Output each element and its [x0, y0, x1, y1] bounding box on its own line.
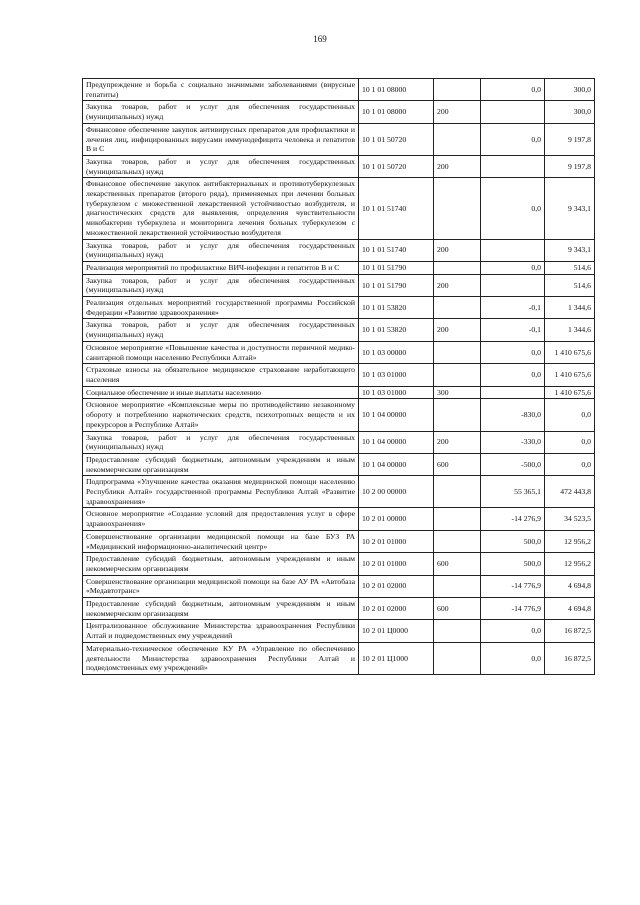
row-code-cell: 10 1 03 00000	[359, 341, 434, 363]
row-code-cell: 10 1 01 08000	[359, 101, 434, 123]
row-expense-type-cell	[434, 123, 481, 155]
row-change-cell: 0,0	[481, 261, 545, 274]
row-code-cell: 10 2 01 00000	[359, 508, 434, 530]
row-change-cell: -830,0	[481, 399, 545, 431]
table-row	[83, 598, 595, 620]
row-expense-type-cell	[434, 620, 481, 642]
row-code-cell: 10 1 01 51790	[359, 261, 434, 274]
row-name-cell: Основное мероприятие «Комплексные меры по противодействию незаконному обороту и потреблению наркотических средств, психотропных веществ и их прекурсоров в Республике Алтай»	[83, 399, 359, 431]
row-change-cell: -14 276,9	[481, 508, 545, 530]
row-total-cell: 16 872,5	[545, 620, 595, 642]
row-change-cell: 0,0	[481, 364, 545, 386]
row-total-cell: 0,0	[545, 431, 595, 453]
row-total-cell: 300,0	[545, 101, 595, 123]
table-row	[83, 386, 595, 399]
row-code-cell: 10 2 01 Ц0000	[359, 620, 434, 642]
table-row	[83, 553, 595, 575]
row-change-cell: 0,0	[481, 79, 545, 101]
row-expense-type-cell: 600	[434, 453, 481, 475]
row-expense-type-cell	[434, 399, 481, 431]
table-row	[83, 341, 595, 363]
row-expense-type-cell: 600	[434, 553, 481, 575]
row-name-cell: Реализация мероприятий по профилактике ВИЧ-инфекции и гепатитов В и С	[83, 261, 359, 274]
row-expense-type-cell: 200	[434, 101, 481, 123]
row-expense-type-cell	[434, 530, 481, 552]
row-change-cell: 0,0	[481, 123, 545, 155]
row-code-cell: 10 1 01 50720	[359, 155, 434, 177]
budget-table-body	[83, 79, 595, 675]
row-total-cell: 9 343,1	[545, 239, 595, 261]
row-code-cell: 10 1 03 01000	[359, 364, 434, 386]
row-total-cell: 4 694,8	[545, 575, 595, 597]
row-name-cell: Финансовое обеспечение закупок антивирусных препаратов для профилактики и лечения лиц, инфицированных вирусами иммунодефицита человека и гепатитов В и С	[83, 123, 359, 155]
table-row	[83, 453, 595, 475]
row-expense-type-cell: 200	[434, 431, 481, 453]
table-row	[83, 399, 595, 431]
row-name-cell: Материально-техническое обеспечение КУ РА «Управление по обеспечению деятельности Министерства здравоохранения Республики Алтай и подведомственных ему учреждений»	[83, 642, 359, 674]
row-name-cell: Закупка товаров, работ и услуг для обеспечения государственных (муниципальных) нужд	[83, 274, 359, 296]
row-total-cell: 12 956,2	[545, 553, 595, 575]
row-name-cell: Закупка товаров, работ и услуг для обеспечения государственных (муниципальных) нужд	[83, 239, 359, 261]
row-total-cell: 34 523,5	[545, 508, 595, 530]
row-code-cell: 10 2 01 01000	[359, 553, 434, 575]
row-code-cell: 10 1 03 01000	[359, 386, 434, 399]
row-change-cell: -0,1	[481, 319, 545, 341]
table-row	[83, 155, 595, 177]
row-name-cell: Реализация отдельных мероприятий государственной программы Российской Федерации «Развитие здравоохранения»	[83, 297, 359, 319]
row-expense-type-cell	[434, 364, 481, 386]
row-total-cell: 1 344,6	[545, 297, 595, 319]
row-name-cell: Централизованное обслуживание Министерства здравоохранения Республики Алтай и подведомственных ему учреждений	[83, 620, 359, 642]
row-expense-type-cell	[434, 508, 481, 530]
row-change-cell	[481, 155, 545, 177]
row-change-cell: -330,0	[481, 431, 545, 453]
row-code-cell: 10 2 01 02000	[359, 575, 434, 597]
row-change-cell: 55 365,1	[481, 476, 545, 508]
row-change-cell: 0,0	[481, 178, 545, 239]
row-total-cell: 472 443,8	[545, 476, 595, 508]
row-name-cell: Предоставление субсидий бюджетным, автономным учреждениям и иным некоммерческим организациям	[83, 453, 359, 475]
table-row	[83, 101, 595, 123]
row-name-cell: Подпрограмма «Улучшение качества оказания медицинской помощи населению Республики Алтай» государственной программы Республики Алтай «Развитие здравоохранения»	[83, 476, 359, 508]
row-total-cell: 9 197,8	[545, 155, 595, 177]
row-total-cell: 1 410 675,6	[545, 341, 595, 363]
table-row	[83, 178, 595, 239]
row-code-cell: 10 2 01 02000	[359, 598, 434, 620]
row-code-cell: 10 2 01 Ц1000	[359, 642, 434, 674]
row-total-cell: 12 956,2	[545, 530, 595, 552]
row-name-cell: Закупка товаров, работ и услуг для обеспечения государственных (муниципальных) нужд	[83, 431, 359, 453]
row-code-cell: 10 1 01 51740	[359, 239, 434, 261]
row-name-cell: Предупреждение и борьба с социально значимыми заболеваниями (вирусные гепатиты)	[83, 79, 359, 101]
row-change-cell: 0,0	[481, 341, 545, 363]
table-row	[83, 620, 595, 642]
row-change-cell: -500,0	[481, 453, 545, 475]
row-expense-type-cell	[434, 297, 481, 319]
table-row	[83, 319, 595, 341]
row-change-cell: -0,1	[481, 297, 545, 319]
row-change-cell	[481, 101, 545, 123]
row-total-cell: 0,0	[545, 399, 595, 431]
row-code-cell: 10 1 01 51790	[359, 274, 434, 296]
row-total-cell: 514,6	[545, 261, 595, 274]
row-total-cell: 1 410 675,6	[545, 364, 595, 386]
row-change-cell	[481, 386, 545, 399]
table-row	[83, 261, 595, 274]
row-expense-type-cell: 200	[434, 239, 481, 261]
row-change-cell	[481, 274, 545, 296]
row-code-cell: 10 1 01 51740	[359, 178, 434, 239]
row-code-cell: 10 1 01 53820	[359, 297, 434, 319]
row-name-cell: Закупка товаров, работ и услуг для обеспечения государственных (муниципальных) нужд	[83, 155, 359, 177]
row-code-cell: 10 1 01 50720	[359, 123, 434, 155]
row-name-cell: Закупка товаров, работ и услуг для обеспечения государственных (муниципальных) нужд	[83, 101, 359, 123]
table-row	[83, 642, 595, 674]
table-row	[83, 274, 595, 296]
row-expense-type-cell	[434, 341, 481, 363]
table-row	[83, 530, 595, 552]
table-row	[83, 476, 595, 508]
row-name-cell: Финансовое обеспечение закупок антибактериальных и противотуберкулезных лекарственных препаратов (второго ряда), применяемых при лечении больных туберкулезом с множественной лекарственной устойчивостью возбудителя, и диагностических средств для выявления, определения чувствительности микобактерии туберкулеза и мониторинга лечения больных туберкулезом с множественной лекарственной устойчивостью возбудителя	[83, 178, 359, 239]
table-row	[83, 364, 595, 386]
row-code-cell: 10 1 04 00000	[359, 453, 434, 475]
table-row	[83, 431, 595, 453]
row-code-cell: 10 1 01 08000	[359, 79, 434, 101]
row-code-cell: 10 1 01 53820	[359, 319, 434, 341]
table-row	[83, 575, 595, 597]
row-change-cell: -14 776,9	[481, 598, 545, 620]
row-total-cell: 1 344,6	[545, 319, 595, 341]
row-change-cell: -14 776,9	[481, 575, 545, 597]
row-name-cell: Совершенствование организации медицинской помощи на базе АУ РА «Автобаза «Медавтотранс»	[83, 575, 359, 597]
row-total-cell: 4 694,8	[545, 598, 595, 620]
page-number: 169	[313, 34, 327, 44]
row-code-cell: 10 1 04 00000	[359, 431, 434, 453]
table-row	[83, 123, 595, 155]
row-change-cell: 500,0	[481, 553, 545, 575]
row-code-cell: 10 1 04 00000	[359, 399, 434, 431]
row-expense-type-cell	[434, 178, 481, 239]
row-expense-type-cell: 200	[434, 155, 481, 177]
row-name-cell: Предоставление субсидий бюджетным, автономным учреждениям и иным некоммерческим организациям	[83, 598, 359, 620]
table-row	[83, 508, 595, 530]
row-expense-type-cell: 300	[434, 386, 481, 399]
row-change-cell: 500,0	[481, 530, 545, 552]
row-code-cell: 10 2 01 01000	[359, 530, 434, 552]
row-name-cell: Страховые взносы на обязательное медицинское страхование неработающего населения	[83, 364, 359, 386]
row-expense-type-cell: 200	[434, 319, 481, 341]
table-row	[83, 239, 595, 261]
row-expense-type-cell	[434, 261, 481, 274]
row-expense-type-cell: 600	[434, 598, 481, 620]
table-row	[83, 79, 595, 101]
row-name-cell: Совершенствование организации медицинской помощи на базе БУЗ РА «Медицинский информационно-аналитический центр»	[83, 530, 359, 552]
row-total-cell: 16 872,5	[545, 642, 595, 674]
row-total-cell: 300,0	[545, 79, 595, 101]
row-name-cell: Социальное обеспечение и иные выплаты населению	[83, 386, 359, 399]
row-change-cell: 0,0	[481, 620, 545, 642]
row-expense-type-cell	[434, 79, 481, 101]
row-expense-type-cell: 200	[434, 274, 481, 296]
row-name-cell: Основное мероприятие «Создание условий для предоставления услуг в сфере здравоохранения»	[83, 508, 359, 530]
budget-table	[82, 78, 595, 675]
row-total-cell: 9 343,1	[545, 178, 595, 239]
row-name-cell: Закупка товаров, работ и услуг для обеспечения государственных (муниципальных) нужд	[83, 319, 359, 341]
row-name-cell: Предоставление субсидий бюджетным, автономным учреждениям и иным некоммерческим организациям	[83, 553, 359, 575]
table-row	[83, 297, 595, 319]
row-name-cell: Основное мероприятие «Повышение качества и доступности первичной медико-санитарной помощи населению Республики Алтай»	[83, 341, 359, 363]
row-expense-type-cell	[434, 642, 481, 674]
row-total-cell: 9 197,8	[545, 123, 595, 155]
row-change-cell	[481, 239, 545, 261]
row-total-cell: 514,6	[545, 274, 595, 296]
row-code-cell: 10 2 00 00000	[359, 476, 434, 508]
row-expense-type-cell	[434, 575, 481, 597]
row-expense-type-cell	[434, 476, 481, 508]
row-total-cell: 1 410 675,6	[545, 386, 595, 399]
row-total-cell: 0,0	[545, 453, 595, 475]
row-change-cell: 0,0	[481, 642, 545, 674]
